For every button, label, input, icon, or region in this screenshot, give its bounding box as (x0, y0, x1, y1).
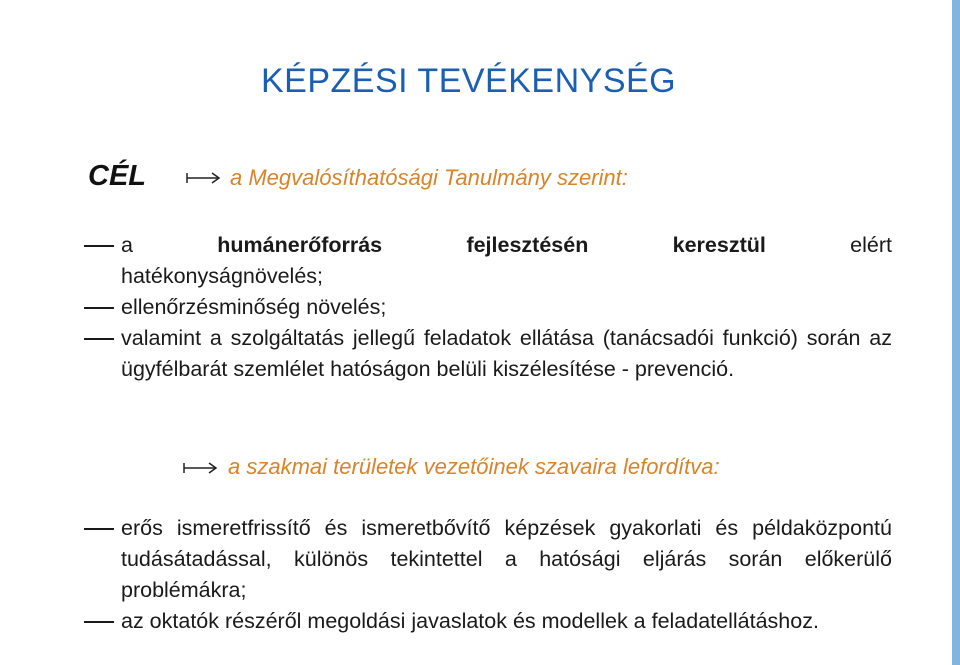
item-word: a (121, 233, 133, 257)
dash-bullet (84, 338, 114, 340)
list-item (0, 323, 960, 385)
item-text: valamint a szolgáltatás jellegű feladatok ellátása (tanácsadói funkció) során az ügyfélbarát szemlélet hatóságon belüli kiszélesítése - prevenció. (121, 326, 892, 381)
list-item (0, 230, 960, 292)
dash-bullet (84, 528, 114, 530)
sub-source: a szakmai területek vezetőinek szavaira lefordítva: (228, 454, 720, 479)
right-arrow-icon (182, 458, 220, 478)
item-text: hatékonyságnövelés; (121, 264, 324, 288)
list-item (0, 606, 960, 637)
item-word-bold: keresztül (672, 233, 766, 257)
needs-list (0, 513, 960, 637)
item-text: ellenőrzésminőség növelés; (121, 295, 387, 319)
item-word-bold: fejlesztésén (466, 233, 589, 257)
item-word: elért (850, 233, 892, 257)
item-word-bold: humánerőforrás (217, 233, 383, 257)
slide-title: KÉPZÉSI TEVÉKENYSÉG (261, 62, 677, 100)
dash-bullet (84, 621, 114, 623)
right-arrow-icon (185, 168, 223, 188)
goal-label: CÉL (88, 160, 146, 192)
list-item (0, 513, 960, 606)
dash-bullet (84, 245, 114, 247)
goal-list (0, 230, 960, 385)
item-text: erős ismeretfrissítő és ismeretbővítő képzések gyakorlati és példaközpontú tudásátadással, különös tekintettel a hatósági eljárás során előkerülő problémákra; (121, 516, 892, 602)
item-text: az oktatók részéről megoldási javaslatok és modellek a feladatellátáshoz. (121, 609, 819, 633)
goal-source: a Megvalósíthatósági Tanulmány szerint: (230, 165, 628, 190)
dash-bullet (84, 307, 114, 309)
list-item (0, 292, 960, 323)
